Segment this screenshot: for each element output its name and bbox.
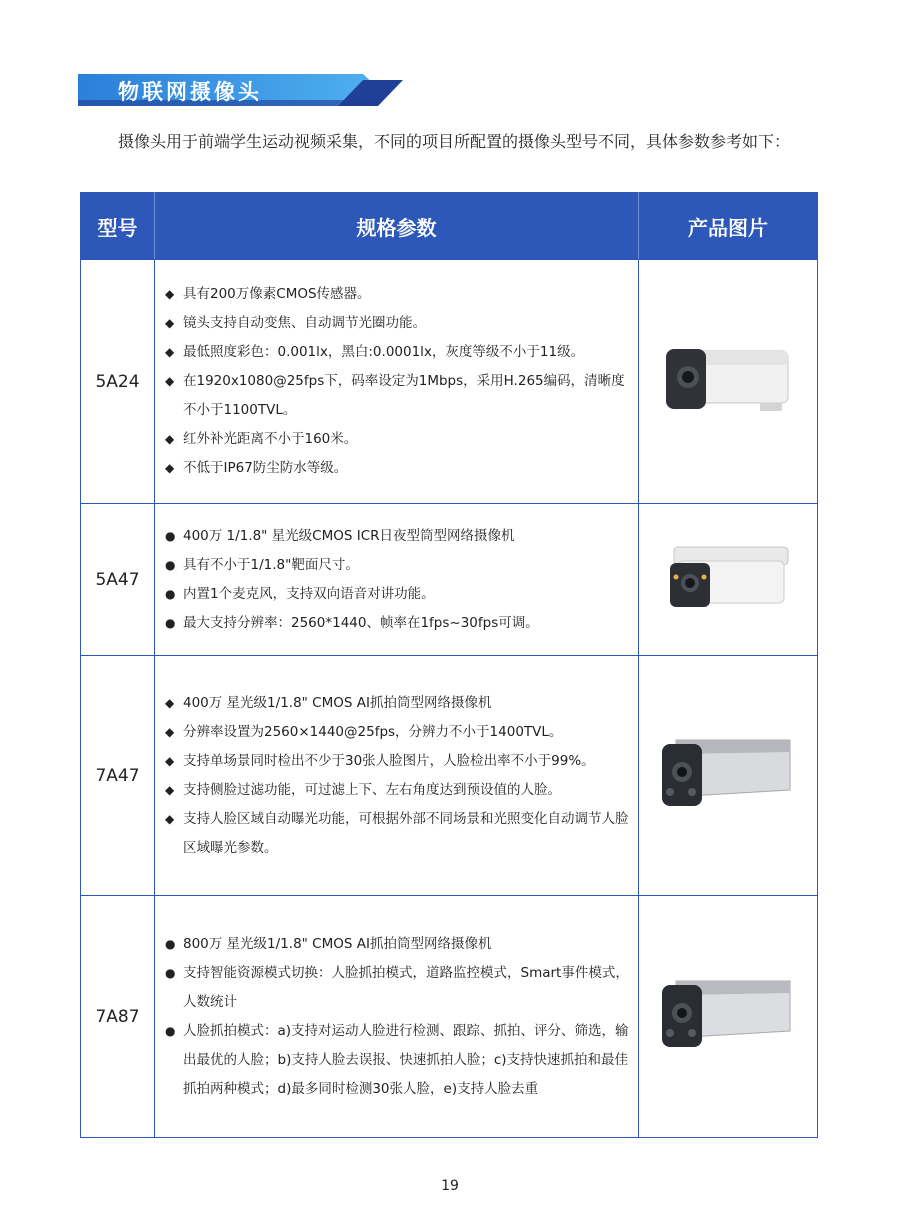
- page-number: 19: [441, 1178, 459, 1194]
- specs-cell: [155, 260, 639, 504]
- spec-item: ● 800万 星光级1/1.8" CMOS AI抓拍筒型网络摄像机: [163, 930, 630, 959]
- spec-item: ◆ 红外补光距离不小于160米。: [163, 425, 630, 454]
- spec-item: ◆ 具有200万像素CMOS传感器。: [163, 280, 630, 309]
- diamond-bullet-icon: ◆: [165, 316, 175, 330]
- diamond-bullet-icon: ◆: [165, 695, 175, 710]
- bullet-camera-icon: [664, 345, 792, 415]
- spec-item: ● 内置1个麦克风，支持双向语音对讲功能。: [163, 580, 630, 609]
- model-cell: 5A47: [81, 504, 155, 656]
- bullet-camera-icon: [664, 543, 792, 613]
- bullet-camera-icon: [658, 975, 798, 1055]
- table-row: [81, 896, 818, 1138]
- spec-item: ● 人脸抓拍模式：a)支持对运动人脸进行检测、跟踪、抓拍、评分、筛选，输出最优的人脸；b)支持人脸去误报、快速抓拍人脸；c)支持快速抓拍和最佳抓拍两种模式；d)最多同时检测30张人脸，e)支持人脸去重: [163, 1017, 630, 1104]
- spec-item: ◆ 400万 星光级1/1.8" CMOS AI抓拍筒型网络摄像机: [163, 689, 630, 718]
- diamond-bullet-icon: ◆: [165, 287, 175, 301]
- spec-item: ◆ 镜头支持自动变焦、自动调节光圈功能。: [163, 309, 630, 338]
- spec-item: ● 支持智能资源模式切换：人脸抓拍模式，道路监控模式，Smart事件模式，人数统计: [163, 959, 630, 1017]
- specs-cell: [155, 656, 639, 896]
- table-header-row: [81, 193, 818, 260]
- round-bullet-icon: ●: [165, 965, 176, 980]
- header-specs: 规格参数: [155, 193, 639, 260]
- diamond-bullet-icon: ◆: [165, 345, 175, 359]
- bullet-camera-icon: [658, 734, 798, 814]
- image-cell: [639, 896, 818, 1138]
- diamond-bullet-icon: ◆: [165, 753, 175, 768]
- image-cell: [639, 656, 818, 896]
- table-row: [81, 260, 818, 504]
- spec-item: ◆ 在1920x1080@25fps下，码率设定为1Mbps，采用H.265编码，清晰度不小于1100TVL。: [163, 367, 630, 425]
- image-cell: [639, 504, 818, 656]
- spec-item: ◆ 支持人脸区域自动曝光功能，可根据外部不同场景和光照变化自动调节人脸区域曝光参数。: [163, 805, 630, 863]
- spec-table: [80, 192, 818, 1138]
- round-bullet-icon: ●: [165, 528, 176, 543]
- round-bullet-icon: ●: [165, 936, 176, 951]
- image-cell: [639, 260, 818, 504]
- diamond-bullet-icon: ◆: [165, 782, 175, 797]
- round-bullet-icon: ●: [165, 557, 176, 572]
- diamond-bullet-icon: ◆: [165, 461, 175, 475]
- spec-item: ◆ 支持侧脸过滤功能，可过滤上下、左右角度达到预设值的人脸。: [163, 776, 630, 805]
- section-banner: [78, 70, 408, 110]
- model-cell: 7A87: [81, 896, 155, 1138]
- spec-item: ◆ 支持单场景同时检出不少于30张人脸图片，人脸检出率不小于99%。: [163, 747, 630, 776]
- specs-cell: [155, 504, 639, 656]
- table-row: [81, 504, 818, 656]
- section-title: 物联网摄像头: [118, 80, 262, 104]
- diamond-bullet-icon: ◆: [165, 432, 175, 446]
- specs-cell: [155, 896, 639, 1138]
- model-cell: 7A47: [81, 656, 155, 896]
- spec-item: ◆ 分辨率设置为2560×1440@25fps，分辨力不小于1400TVL。: [163, 718, 630, 747]
- round-bullet-icon: ●: [165, 1023, 176, 1038]
- spec-item: ● 400万 1/1.8" 星光级CMOS ICR日夜型筒型网络摄像机: [163, 522, 630, 551]
- spec-item: ● 具有不小于1/1.8"靶面尺寸。: [163, 551, 630, 580]
- table-row: [81, 656, 818, 896]
- header-model: 型号: [81, 193, 155, 260]
- round-bullet-icon: ●: [165, 586, 176, 601]
- spec-item: ● 最大支持分辨率：2560*1440、帧率在1fps~30fps可调。: [163, 609, 630, 638]
- diamond-bullet-icon: ◆: [165, 724, 175, 739]
- diamond-bullet-icon: ◆: [165, 811, 175, 826]
- intro-paragraph: 摄像头用于前端学生运动视频采集，不同的项目所配置的摄像头型号不同，具体参数参考如下：: [118, 132, 791, 151]
- round-bullet-icon: ●: [165, 615, 176, 630]
- spec-item: ◆ 不低于IP67防尘防水等级。: [163, 454, 630, 483]
- diamond-bullet-icon: ◆: [165, 374, 175, 388]
- model-cell: 5A24: [81, 260, 155, 504]
- header-image: 产品图片: [639, 193, 818, 260]
- spec-item: ◆ 最低照度彩色：0.001lx，黑白:0.0001lx，灰度等级不小于11级。: [163, 338, 630, 367]
